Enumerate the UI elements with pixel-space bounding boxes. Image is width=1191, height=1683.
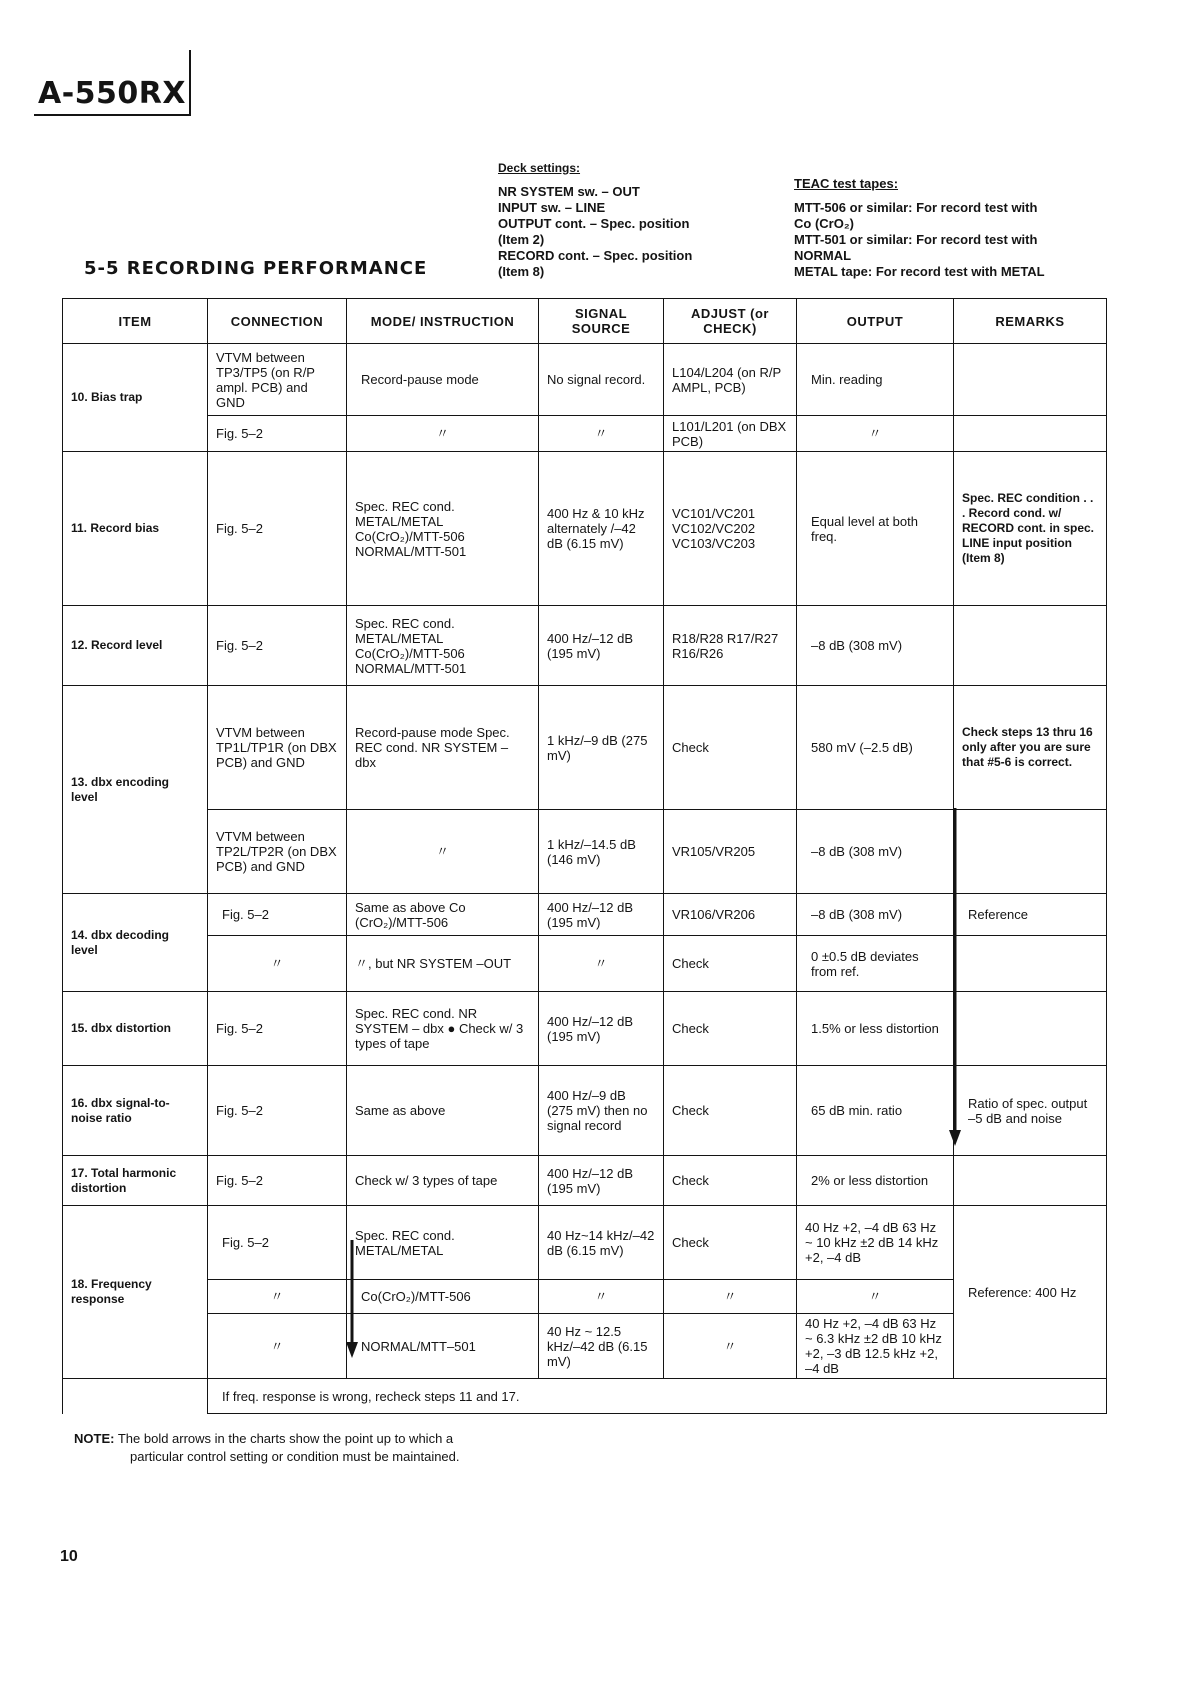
signal-cell: 400 Hz/–12 dB (195 mV) (539, 1156, 664, 1206)
mode-cell: Same as above (347, 1066, 539, 1156)
mode-cell: Co(CrO₂)/MTT-506 (347, 1280, 539, 1314)
signal-cell: 400 Hz/–12 dB (195 mV) (539, 894, 664, 936)
note-label: NOTE: (74, 1431, 115, 1446)
output-cell: Equal level at both freq. (797, 452, 954, 606)
output-cell: 〃 (797, 1280, 954, 1314)
adjust-cell: Check (664, 686, 797, 810)
output-cell: 0 ±0.5 dB deviates from ref. (797, 936, 954, 992)
connection-cell: 〃 (208, 1314, 347, 1379)
connection-cell: Fig. 5–2 (208, 894, 347, 936)
item-cell: 10. Bias trap (63, 344, 208, 452)
adjust-cell: L104/L204 (on R/P AMPL, PCB) (664, 344, 797, 416)
adjust-cell: Check (664, 936, 797, 992)
signal-cell: 40 Hz ~ 12.5 kHz/–42 dB (6.15 mV) (539, 1314, 664, 1379)
signal-cell: 1 kHz/–9 dB (275 mV) (539, 686, 664, 810)
adjust-cell: Check (664, 1156, 797, 1206)
signal-cell: No signal record. (539, 344, 664, 416)
table-row (63, 452, 1107, 606)
deck-setting-line: (Item 2) (498, 232, 545, 247)
remarks-cell: Reference: 400 Hz (954, 1206, 1107, 1379)
note-line-2: particular control setting or condition must be maintained. (130, 1449, 460, 1464)
page-number: 10 (60, 1548, 78, 1565)
item-cell: 12. Record level (63, 606, 208, 686)
signal-cell: 〃 (539, 416, 664, 452)
header-output: OUTPUT (797, 299, 954, 344)
output-cell: Min. reading (797, 344, 954, 416)
adjust-cell: VR105/VR205 (664, 810, 797, 894)
footnote-spacer (63, 1379, 208, 1414)
remarks-cell (954, 416, 1107, 452)
adjust-cell: L101/L201 (on DBX PCB) (664, 416, 797, 452)
item-cell: 15. dbx distortion (63, 992, 208, 1066)
test-tapes (794, 176, 1134, 280)
model-rule-vertical (189, 50, 191, 116)
remarks-cell: Reference (954, 894, 1107, 936)
connection-cell: Fig. 5–2 (208, 1156, 347, 1206)
mode-cell: Spec. REC cond. METAL/METAL Co(CrO₂)/MTT-506 NORMAL/MTT-501 (347, 452, 539, 606)
note-line-1: The bold arrows in the charts show the point up to which a (117, 1431, 454, 1446)
deck-setting-line: NR SYSTEM sw. – OUT (498, 184, 640, 199)
remarks-cell: Ratio of spec. output –5 dB and noise (954, 1066, 1107, 1156)
item-cell: 18. Frequency response (63, 1206, 208, 1379)
signal-cell: 〃 (539, 1280, 664, 1314)
test-tape-line: NORMAL (794, 248, 852, 263)
table-row (63, 1314, 1107, 1379)
signal-cell: 40 Hz~14 kHz/–42 dB (6.15 mV) (539, 1206, 664, 1280)
mode-cell: 〃 (347, 810, 539, 894)
mode-cell: Spec. REC cond. METAL/METAL (347, 1206, 539, 1280)
table-row (63, 344, 1107, 416)
mode-cell: 〃 (347, 416, 539, 452)
connection-cell: Fig. 5–2 (208, 452, 347, 606)
output-cell: 65 dB min. ratio (797, 1066, 954, 1156)
output-cell: 40 Hz +2, –4 dB 63 Hz ~ 6.3 kHz ±2 dB 10 kHz +2, –3 dB 12.5 kHz +2, –4 dB (797, 1314, 954, 1379)
table-row (63, 416, 1107, 452)
adjust-cell: 〃 (664, 1314, 797, 1379)
signal-cell: 400 Hz & 10 kHz alternately /–42 dB (6.15 mV) (539, 452, 664, 606)
table-row (63, 1280, 1107, 1314)
output-cell: –8 dB (308 mV) (797, 894, 954, 936)
deck-setting-line: INPUT sw. – LINE (498, 200, 606, 215)
output-cell: –8 dB (308 mV) (797, 606, 954, 686)
header-signal: SIGNAL SOURCE (539, 299, 664, 344)
connection-cell: VTVM between TP3/TP5 (on R/P ampl. PCB) and GND (208, 344, 347, 416)
test-tape-line: Co (CrO₂) (794, 216, 854, 231)
remarks-cell (954, 344, 1107, 416)
header-adjust: ADJUST (or CHECK) (664, 299, 797, 344)
mode-cell: Check w/ 3 types of tape (347, 1156, 539, 1206)
connection-cell: Fig. 5–2 (208, 1066, 347, 1156)
remarks-cell: Spec. REC condition . . . Record cond. w/ RECORD cont. in spec. LINE input position (Item 8) (954, 452, 1107, 606)
table-row (63, 1206, 1107, 1280)
remarks-cell (954, 810, 1107, 894)
mode-cell: NORMAL/MTT–501 (347, 1314, 539, 1379)
deck-settings (498, 160, 692, 280)
table-footnote-row (63, 1379, 1107, 1414)
adjust-cell: Check (664, 1066, 797, 1156)
test-tapes-heading: TEAC test tapes: (794, 176, 899, 191)
section-title: 5-5 RECORDING PERFORMANCE (84, 258, 428, 279)
signal-cell: 〃 (539, 936, 664, 992)
mode-cell: Spec. REC cond. NR SYSTEM – dbx ● Check w/ 3 types of tape (347, 992, 539, 1066)
signal-cell: 1 kHz/–14.5 dB (146 mV) (539, 810, 664, 894)
header-mode: MODE/ INSTRUCTION (347, 299, 539, 344)
maintain-arrow-remarks (948, 808, 962, 1148)
deck-setting-line: RECORD cont. – Spec. position (498, 248, 693, 263)
test-tape-line: MTT-506 or similar: For record test with (794, 200, 1038, 215)
table-header-row (63, 299, 1107, 344)
output-cell: 1.5% or less distortion (797, 992, 954, 1066)
table-footnote: If freq. response is wrong, recheck steps 11 and 17. (208, 1379, 1107, 1414)
header-connection: CONNECTION (208, 299, 347, 344)
deck-setting-line: OUTPUT cont. – Spec. position (498, 216, 690, 231)
signal-cell: 400 Hz/–12 dB (195 mV) (539, 606, 664, 686)
mode-cell: Record-pause mode (347, 344, 539, 416)
remarks-cell: Check steps 13 thru 16 only after you are sure that #5-6 is correct. (954, 686, 1107, 810)
mode-cell: Same as above Co (CrO₂)/MTT-506 (347, 894, 539, 936)
output-cell: 40 Hz +2, –4 dB 63 Hz ~ 10 kHz ±2 dB 14 kHz +2, –4 dB (797, 1206, 954, 1280)
mode-cell: Spec. REC cond. METAL/METAL Co(CrO₂)/MTT-506 NORMAL/MTT-501 (347, 606, 539, 686)
note (74, 1430, 460, 1466)
connection-cell: Fig. 5–2 (208, 1206, 347, 1280)
output-cell: –8 dB (308 mV) (797, 810, 954, 894)
mode-cell: Record-pause mode Spec. REC cond. NR SYSTEM – dbx (347, 686, 539, 810)
remarks-cell (954, 606, 1107, 686)
header-item: ITEM (63, 299, 208, 344)
adjust-cell: 〃 (664, 1280, 797, 1314)
model-name: A-550RX (38, 76, 187, 111)
table-row (63, 686, 1107, 810)
remarks-cell (954, 992, 1107, 1066)
maintain-arrow-mode (345, 1240, 359, 1360)
connection-cell: VTVM between TP1L/TP1R (on DBX PCB) and GND (208, 686, 347, 810)
test-tape-line: METAL tape: For record test with METAL (794, 264, 1045, 279)
deck-settings-heading: Deck settings: (498, 161, 581, 175)
item-cell: 14. dbx decoding level (63, 894, 208, 992)
signal-cell: 400 Hz/–9 dB (275 mV) then no signal record (539, 1066, 664, 1156)
item-cell: 17. Total harmonic distortion (63, 1156, 208, 1206)
adjust-cell: Check (664, 1206, 797, 1280)
connection-cell: Fig. 5–2 (208, 992, 347, 1066)
test-tape-line: MTT-501 or similar: For record test with (794, 232, 1038, 247)
item-cell: 16. dbx signal-to-noise ratio (63, 1066, 208, 1156)
item-cell: 13. dbx encoding level (63, 686, 208, 894)
deck-setting-line: (Item 8) (498, 264, 545, 279)
adjust-cell: VC101/VC201 VC102/VC202 VC103/VC203 (664, 452, 797, 606)
mode-cell: 〃, but NR SYSTEM –OUT (347, 936, 539, 992)
output-cell: 〃 (797, 416, 954, 452)
connection-cell: 〃 (208, 1280, 347, 1314)
output-cell: 580 mV (–2.5 dB) (797, 686, 954, 810)
output-cell: 2% or less distortion (797, 1156, 954, 1206)
header-remarks: REMARKS (954, 299, 1107, 344)
table-row (63, 1156, 1107, 1206)
table-row (63, 606, 1107, 686)
connection-cell: Fig. 5–2 (208, 606, 347, 686)
remarks-cell (954, 1156, 1107, 1206)
connection-cell: 〃 (208, 936, 347, 992)
adjust-cell: R18/R28 R17/R27 R16/R26 (664, 606, 797, 686)
connection-cell: VTVM between TP2L/TP2R (on DBX PCB) and GND (208, 810, 347, 894)
adjust-cell: Check (664, 992, 797, 1066)
connection-cell: Fig. 5–2 (208, 416, 347, 452)
signal-cell: 400 Hz/–12 dB (195 mV) (539, 992, 664, 1066)
adjust-cell: VR106/VR206 (664, 894, 797, 936)
model-rule-horizontal (34, 114, 191, 116)
item-cell: 11. Record bias (63, 452, 208, 606)
remarks-cell (954, 936, 1107, 992)
